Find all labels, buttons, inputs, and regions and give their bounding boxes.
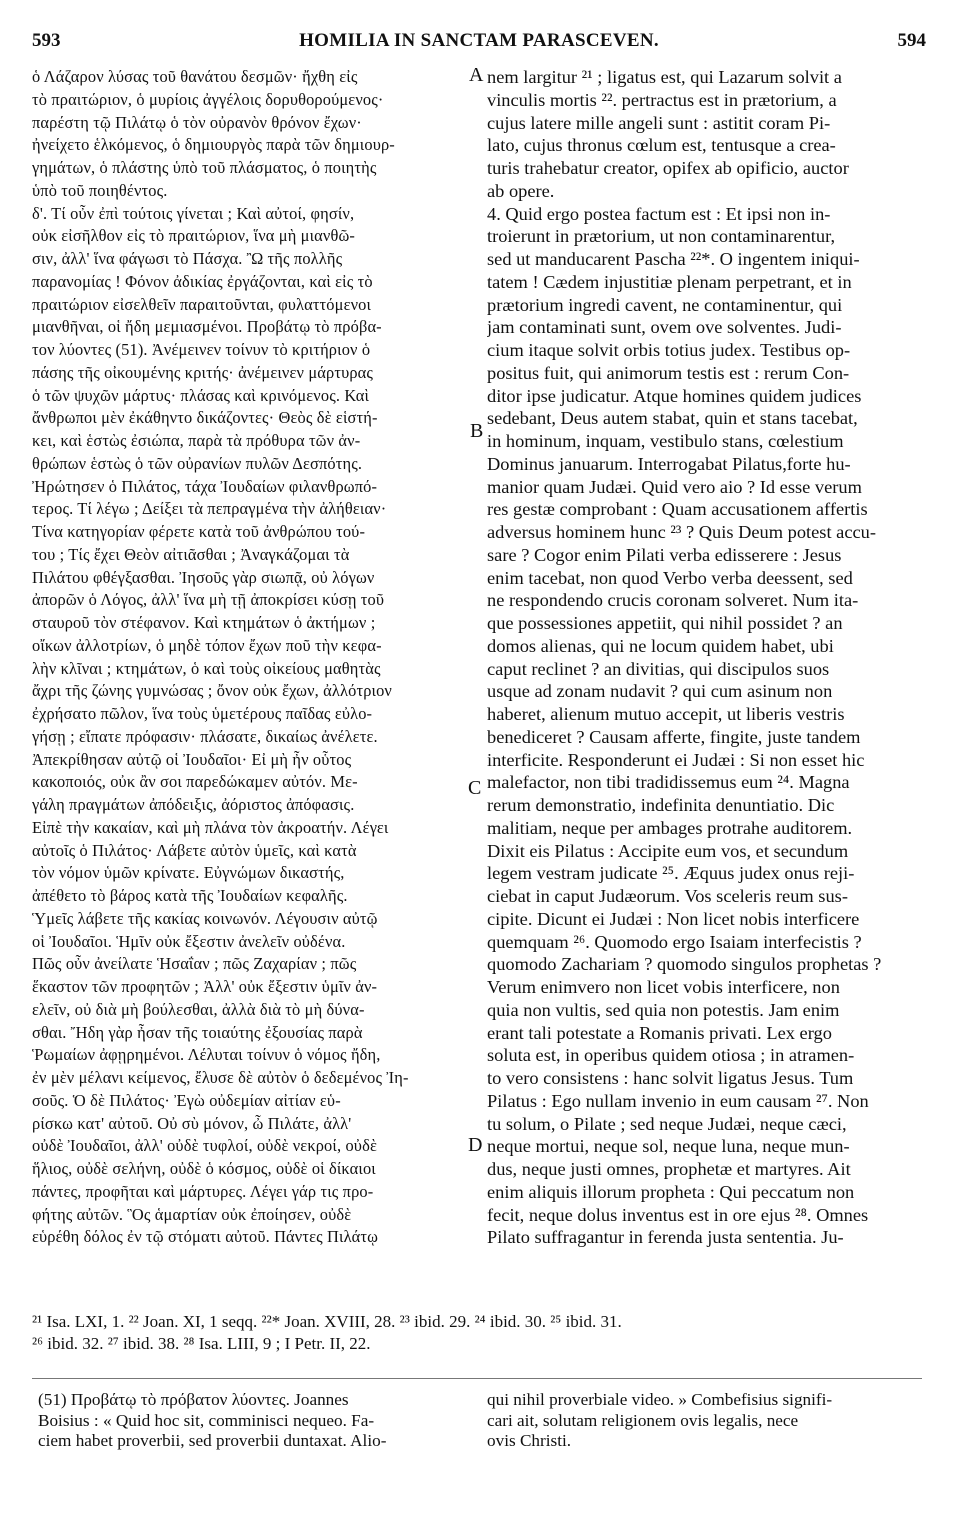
greek-text-line: Ῥωμαίων ἀφῃρημένοι. Λέλυται τοίνυν ὁ νόμος ἤδη, bbox=[32, 1045, 381, 1065]
latin-text-line: adversus hominem hunc ²³ ? Quis Deum potest accu- bbox=[487, 522, 876, 542]
footnote-line: ²⁶ ibid. 32. ²⁷ ibid. 38. ²⁸ Isa. LIII, 9 ; I Petr. II, 22. bbox=[32, 1334, 371, 1353]
greek-text-line: Ἠρώτησεν ὁ Πιλάτος, τάχα Ἰουδαίων φιλανθρωπό- bbox=[32, 476, 378, 496]
latin-text-line: Dixit eis Pilatus : Accipite eum vos, et secundum bbox=[487, 840, 849, 861]
latin-text-line: Pilatus : Ego nullam invenio in eum causam ²⁷. Non bbox=[487, 1090, 869, 1111]
latin-text-line: enim aliquis illorum propheta : Qui peccatum non bbox=[487, 1181, 855, 1202]
margin-marker-d: D bbox=[468, 1134, 483, 1156]
latin-text-line: to vero consistens : hanc solvit ligatus Jesus. Tum bbox=[487, 1068, 854, 1088]
running-title: HOMILIA IN SANCTAM PARASCEVEN. bbox=[299, 30, 659, 51]
greek-text-line: ἀπορῶν ὁ Λόγος, ἀλλ' ἵνα μὴ τῇ ἀποκρίσει κύσῃ τοῦ bbox=[32, 590, 385, 610]
latin-text-line: Verum enimvero non licet vobis interficere, non bbox=[487, 977, 840, 997]
greek-text-line: οἱ Ἰουδαῖοι. Ἡμῖν οὐκ ἔξεστιν ἀνελεῖν οὐδένα. bbox=[32, 931, 346, 951]
latin-text-line: fecit, neque dolus inventus est in ore ejus ²⁸. Omnes bbox=[487, 1204, 869, 1225]
greek-text-line: λὴν κλῖναι ; κτημάτων, ὁ καὶ τοὺς οἰκείους μαθητὰς bbox=[32, 658, 381, 678]
greek-text-line: Πιλάτου φθέγξασθαι. Ἰησοῦς γὰρ σιωπᾷ, οὐ λόγων bbox=[32, 567, 375, 587]
greek-text-line: παρανομίας ! Φόνον ἀδικίας ἐργάζονται, καὶ εἰς τὸ bbox=[32, 271, 373, 291]
latin-text-line: vinculis mortis ²². pertractus est in prætorium, a bbox=[487, 89, 837, 110]
greek-text-line: σθαι. Ἤδη γὰρ ἦσαν τῆς τοιαύτης ἐξουσίας παρὰ bbox=[32, 1022, 363, 1042]
latin-text-line: ne respondendo crucis coronam solveret. Num ita- bbox=[487, 590, 859, 611]
latin-text-line: ciebat in caput Judæorum. Vos sceleris reum sus- bbox=[487, 886, 848, 906]
latin-text-line: caput reclinet ? an divitias, qui discipulos suos bbox=[487, 658, 830, 679]
greek-text-line: ἐν μὲν μέλανι κείμενος, ἔλυσε δὲ αὐτὸν ὁ δεδεμένος Ἰη- bbox=[32, 1068, 409, 1087]
greek-text-line: πραιτώριον εἰσελθεῖν παραιτοῦνται, φυλαττόμενοι bbox=[32, 294, 372, 314]
greek-text-line: Ὑμεῖς λάβετε τῆς κακίας κοινωνόν. Λέγουσιν αὐτῷ bbox=[32, 908, 378, 928]
greek-text-line: οὐκ εἰσῆλθον εἰς τὸ πραιτώριον, ἵνα μὴ μιανθῶ- bbox=[32, 226, 356, 246]
note-line: qui nihil proverbiale video. » Combefisius signifi- bbox=[487, 1390, 833, 1409]
footnotes bbox=[32, 1311, 922, 1355]
greek-text-line: μιανθῆναι, οἱ ἤδη μεμιασμένοι. Προβάτῳ τὸ πρόβα- bbox=[32, 317, 382, 337]
greek-text-line: σοῦς. Ὁ δὲ Πιλάτος· Ἐγὼ οὐδεμίαν αἰτίαν εὑ- bbox=[32, 1090, 341, 1110]
latin-text-line: nem largitur ²¹ ; ligatus est, qui Lazarum solvit a bbox=[487, 67, 842, 87]
greek-text-line: πάντες, προφῆται καὶ μάρτυρες. Λέγει γάρ τις προ- bbox=[32, 1181, 374, 1201]
greek-text-line: του ; Τίς ἔχει Θεὸν αἰτιᾶσθαι ; Ἀναγκάζομαι τὰ bbox=[32, 544, 350, 564]
greek-text-line: πάσης τῆς οἰκουμένης κριτής· ἀνέμεινεν μάρτυρας bbox=[32, 362, 374, 382]
latin-text-line: sedebant, Deus autem stabat, quin et stans tacebat, bbox=[487, 408, 858, 429]
latin-text-line: Pilato suffragantur in ferenda justa sententia. Ju- bbox=[487, 1227, 844, 1248]
greek-text-line: ὁ τῶν ψυχῶν μάρτυς· πλάσας καὶ κρινόμενος. Καὶ bbox=[32, 385, 370, 405]
latin-text-line: cujus latere mille angeli sunt : astitit coram Pi- bbox=[487, 112, 831, 133]
latin-column bbox=[487, 66, 925, 1249]
footnote-divider bbox=[32, 1378, 922, 1379]
latin-text-line: domos alienas, qui ne locum quidem habet, ubi bbox=[487, 635, 834, 656]
margin-marker-b: B bbox=[470, 420, 484, 442]
greek-text-line: τὸ πραιτώριον, ὁ μυρίοις ἀγγέλοις δορυθορούμενος· bbox=[32, 89, 384, 109]
latin-text-line: positus fuit, qui animorum testis est : rerum Con- bbox=[487, 362, 850, 383]
latin-text-line: legem vestram judicate ²⁵. Æquus judex onus reji- bbox=[487, 863, 855, 884]
latin-text-line: quia non vultis, sed quia non potestis. Jam enim bbox=[487, 999, 840, 1020]
latin-text-line: malefactor, non tibi tradidissemus eum ²⁴. Magna bbox=[487, 772, 850, 793]
greek-text-line: ἄχρι τῆς ζώνης γυμνώσας ; ὄνον οὐκ ἔχων, ἀλλότριον bbox=[32, 681, 392, 701]
commentary-note-left bbox=[38, 1390, 466, 1452]
note-line: (51) Προβάτῳ τὸ πρόβατον λύοντες. Joannes bbox=[38, 1390, 349, 1409]
greek-text-line: Ἀπεκρίθησαν αὐτῷ οἱ Ἰουδαῖοι· Εἰ μὴ ἦν οὗτος bbox=[32, 749, 352, 769]
latin-text-line: turis trahebatur creator, opifex ab opificio, auctor bbox=[487, 158, 849, 178]
greek-text-line: ἄνθρωποι μὲν ἐκάθηντο δικάζοντες· Θεὸς δὲ εἱστή- bbox=[32, 408, 378, 428]
latin-text-line: malitiam, neque per ambages protrahe auditorem. bbox=[487, 817, 853, 838]
latin-text-line: interficite. Responderunt ei Judæi : Si non esset hic bbox=[487, 749, 865, 770]
margin-marker-c: C bbox=[468, 777, 482, 799]
latin-text-line: troierunt in prætorium, ut non contaminarentur, bbox=[487, 226, 836, 247]
greek-text-line: σιν, ἀλλ' ἵνα φάγωσι τὸ Πάσχα. Ὢ τῆς πολλῆς bbox=[32, 249, 343, 268]
latin-text-line: haberet, alienum mutuo accepit, ut liberis vestris bbox=[487, 704, 845, 724]
greek-text-line: κακοποιός, οὐκ ἂν σοι παρεδώκαμεν αὐτόν. Με- bbox=[32, 772, 358, 792]
greek-text-line: γημάτων, ὁ πλάστης ὑπὸ τοῦ πλάσματος, ὁ ποιητὴς bbox=[32, 158, 377, 177]
greek-text-line: σταυροῦ τὸν στέφανον. Καὶ κτημάτων ὁ ἀκτήμων ; bbox=[32, 613, 376, 632]
greek-text-line: τερος. Τί λέγω ; Δείξει τὰ πεπραγμένα τὴν ἀλήθειαν· bbox=[32, 499, 387, 519]
latin-text-line: enim tacebat, non quod Verbo verba deessent, sed bbox=[487, 567, 853, 588]
greek-text-line: αὐτοῖς ὁ Πιλάτος· Λάβετε αὐτὸν ὑμεῖς, καὶ κατὰ bbox=[32, 840, 357, 860]
greek-text-line: κει, καὶ ἑστὼς ἐσιώπα, παρὰ τὰ πρόθυρα τῶν ἀν- bbox=[32, 431, 361, 450]
note-line: ciem habet proverbii, sed proverbii duntaxat. Alio- bbox=[38, 1431, 387, 1451]
latin-text-line: usque ad zonam nudavit ? qui cum asinum non bbox=[487, 681, 833, 702]
latin-text-line: erant tali potestate a Romanis privati. Lex ergo bbox=[487, 1022, 832, 1043]
greek-text-line: ἠνείχετο ἑλκόμενος, ὁ δημιουργὸς παρὰ τῶν δημιουρ- bbox=[32, 135, 395, 155]
greek-text-line: Πῶς οὖν ἀνείλατε Ἡσαΐαν ; πῶς Ζαχαρίαν ; πῶς bbox=[32, 954, 357, 974]
page-header bbox=[32, 30, 926, 54]
latin-text-line: soluta est, in operibus quidem otiosa ; in atramen- bbox=[487, 1045, 855, 1066]
greek-text-line: ἐχρήσατο πῶλον, ἵνα τοὺς ὑμετέρους παῖδας εὐλο- bbox=[32, 704, 373, 723]
latin-text-line: quomodo Zachariam ? quomodo singulos prophetas ? bbox=[487, 954, 882, 975]
latin-text-line: manior quam Judæi. Quid vero aio ? Id esse verum bbox=[487, 476, 862, 497]
greek-text-line: θρώπων ἑστὼς ὁ τῶν οὐρανίων πυλῶν Δεσπότης. bbox=[32, 453, 363, 473]
greek-text-line: εὑρέθη δόλος ἐν τῷ στόματι αὐτοῦ. Πάντες Πιλάτῳ bbox=[32, 1227, 379, 1247]
footnote-line: ²¹ Isa. LXI, 1. ²² Joan. XI, 1 seqq. ²²* Joan. XVIII, 28. ²³ ibid. 29. ²⁴ ibid. 30. ²⁵ ibid. 31. bbox=[32, 1312, 622, 1331]
greek-text-line: οἴκων ἀλλοτρίων, ὁ μηδὲ τόπον ἔχων ποῦ τὴν κεφα- bbox=[32, 635, 382, 655]
greek-text-line: οὐδὲ Ἰουδαῖοι, ἀλλ' οὐδὲ τυφλοί, οὐδὲ νεκροί, οὐδὲ bbox=[32, 1136, 377, 1156]
greek-column bbox=[32, 66, 468, 1249]
latin-text-line: jam contaminati sunt, ovem ove solventes. Judi- bbox=[487, 317, 842, 338]
greek-text-line: ρίσκω κατ' αὐτοῦ. Οὐ σὺ μόνον, ὦ Πιλάτε, ἀλλ' bbox=[32, 1113, 352, 1133]
greek-text-line: γήσῃ ; εἴπατε πρόφασιν· πλάσατε, δικαίως ἀνέλετε. bbox=[32, 726, 378, 746]
greek-text-line: δ'. Τί οὖν ἐπὶ τούτοις γίνεται ; Καὶ αὐτοί, φησίν, bbox=[32, 203, 355, 223]
greek-text-line: Τίνα κατηγορίαν φέρετε κατὰ τοῦ ἀνθρώπου τού- bbox=[32, 522, 366, 541]
greek-text-line: ἕκαστον τῶν προφητῶν ; Ἀλλ' οὐκ ἔξεστιν ὑμῖν ἀν- bbox=[32, 977, 378, 996]
greek-text-line: ἥλιος, οὐδὲ σελήνη, οὐδὲ ὁ κόσμος, οὐδὲ οἱ δίκαιοι bbox=[32, 1159, 376, 1178]
note-line: Boisius : « Quid hoc sit, comminisci nequeo. Fa- bbox=[38, 1410, 375, 1430]
latin-text-line: prætorium ingredi cavent, ne contaminentur, qui bbox=[487, 294, 843, 315]
latin-text-line: rerum demonstratio, indefinita denuntiatio. Dic bbox=[487, 795, 835, 815]
latin-text-line: neque mortui, neque sol, neque luna, neque mun- bbox=[487, 1136, 850, 1157]
greek-text-line: φήτης αὐτῶν. Ὃς ἁμαρτίαν οὐκ ἐποίησεν, οὐδὲ bbox=[32, 1204, 352, 1224]
latin-text-line: lato, cujus thronus cœlum est, tentusque a crea- bbox=[487, 135, 836, 156]
latin-text-line: que possessiones appetiit, qui nihil possidet ? an bbox=[487, 613, 843, 633]
latin-text-line: Dominus januarum. Interrogabat Pilatus,forte hu- bbox=[487, 453, 851, 474]
latin-text-line: cipite. Dicunt ei Judæi : Non licet nobis interficere bbox=[487, 908, 860, 929]
latin-text-line: sare ? Cogor enim Pilati verba edisserere : Jesus bbox=[487, 544, 842, 565]
commentary-note-right bbox=[487, 1390, 925, 1452]
latin-text-line: 4. Quid ergo postea factum est : Et ipsi non in- bbox=[487, 203, 831, 224]
latin-text-line: benediceret ? Causam afferte, fingite, juste tandem bbox=[487, 726, 861, 747]
latin-text-line: ditor ipse judicatur. Atque homines quidem judices bbox=[487, 385, 862, 406]
latin-text-line: sed ut manducarent Pascha ²²*. O ingentem iniqui- bbox=[487, 249, 860, 269]
greek-text-line: ελεῖν, οὐ διὰ μὴ βούλεσθαι, ἀλλὰ διὰ τὸ μὴ δύνα- bbox=[32, 999, 365, 1019]
greek-text-line: τον λύοντες (51). Ἀνέμεινεν τοίνυν τὸ κριτήριον ὁ bbox=[32, 340, 371, 359]
greek-text-line: ὑπὸ τοῦ ποιηθέντος. bbox=[32, 180, 168, 200]
greek-text-line: ἀπέθετο τὸ βάρος κατὰ τῆς Ἰουδαίων κεφαλῆς. bbox=[32, 886, 348, 905]
greek-text-line: γάλη πραγμάτων ἀπόδειξις, ἀόριστος ἀπόφασις. bbox=[32, 795, 355, 814]
latin-text-line: dus, neque justi omnes, prophetæ et martyres. Ait bbox=[487, 1159, 851, 1179]
latin-text-line: res gestæ comprobant : Quam accusationem affertis bbox=[487, 499, 868, 520]
greek-text-line: Εἰπὲ τὴν κακαίαν, καὶ μὴ πλάνα τὸν ἀκροατήν. Λέγει bbox=[32, 817, 389, 837]
note-line: cari ait, solutam religionem ovis legalis, nece bbox=[487, 1410, 799, 1430]
greek-text-line: τὸν νόμον ὑμῶν κρίνατε. Εὐγνώμων δικαστής, bbox=[32, 863, 345, 883]
note-line: ovis Christi. bbox=[487, 1431, 572, 1451]
latin-text-line: ab opere. bbox=[487, 180, 555, 201]
latin-text-line: in hominum, inquam, vestibulo stans, cœlestium bbox=[487, 431, 844, 451]
latin-text-line: tu solum, o Pilate ; sed neque Judæi, neque cæci, bbox=[487, 1113, 847, 1134]
left-page-number: 593 bbox=[32, 30, 61, 51]
greek-text-line: παρέστη τῷ Πιλάτῳ ὁ τὸν οὐρανὸν θρόνον ἔχων· bbox=[32, 112, 362, 132]
latin-text-line: quemquam ²⁶. Quomodo ergo Isaiam interfecistis ? bbox=[487, 931, 862, 952]
latin-text-line: cium itaque solvit orbis totius judex. Testibus op- bbox=[487, 340, 851, 360]
right-page-number: 594 bbox=[897, 30, 926, 51]
greek-text-line: ὁ Λάζαρον λύσας τοῦ θανάτου δεσμῶν· ἤχθη εἰς bbox=[32, 67, 358, 86]
margin-marker-a: A bbox=[469, 64, 484, 86]
latin-text-line: tatem ! Cædem injustitiæ plenam perpetrant, et in bbox=[487, 271, 852, 292]
